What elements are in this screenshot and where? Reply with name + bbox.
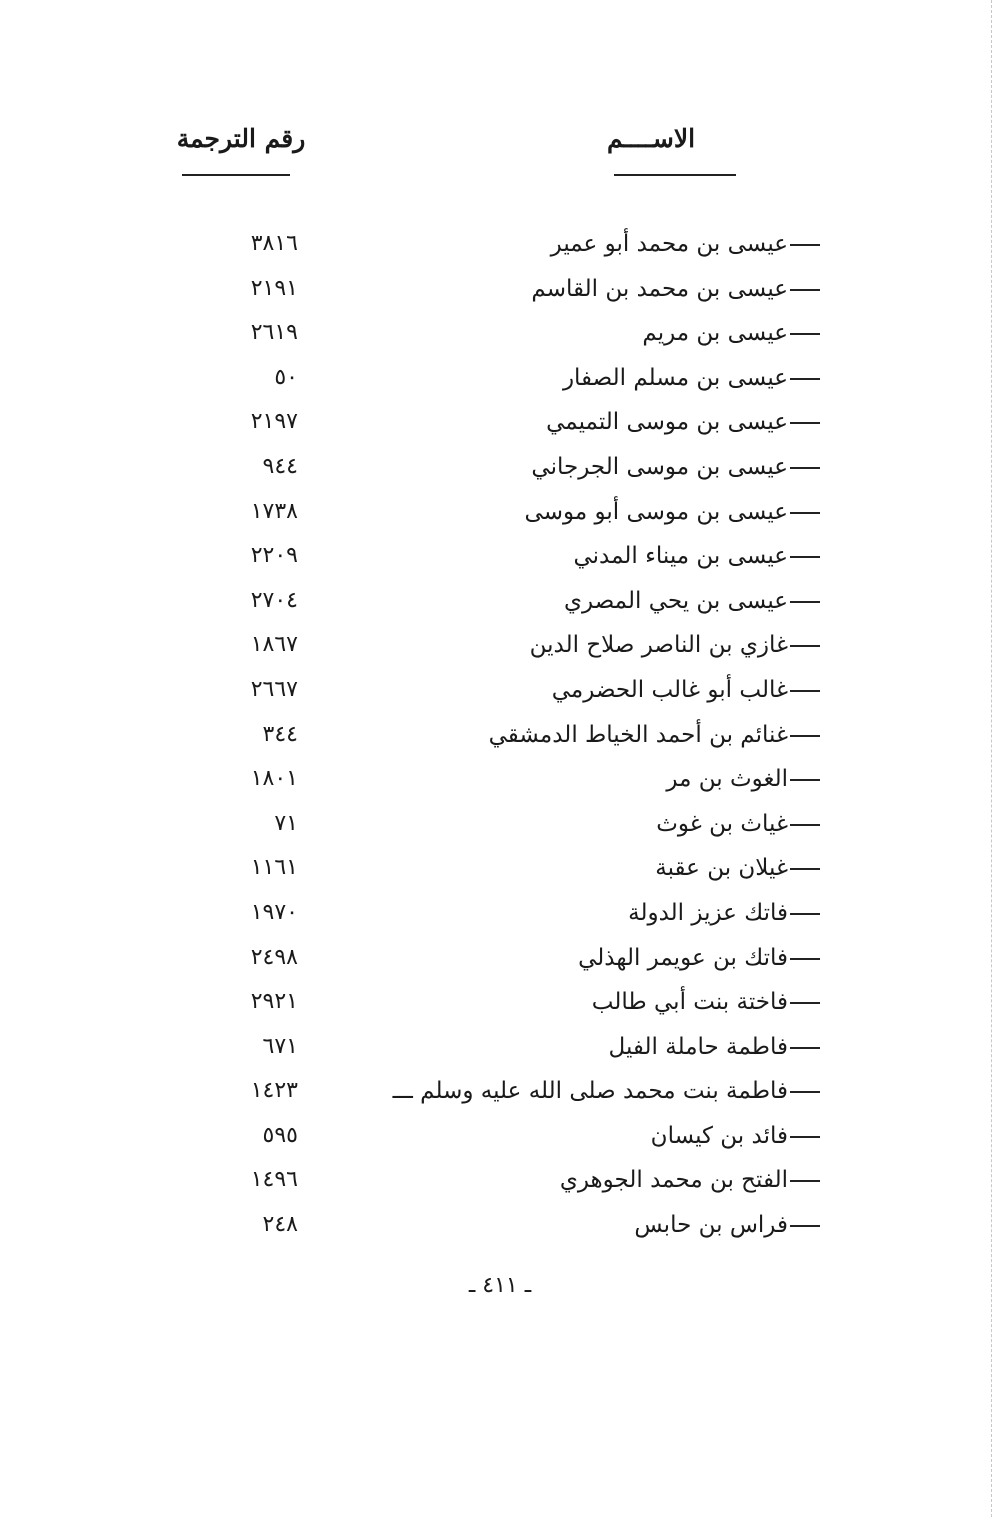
- entry-dash: [790, 1091, 820, 1093]
- entry-number: ٣٤٤: [262, 721, 298, 747]
- entry-name: عيسى بن موسى الجرجاني: [531, 453, 788, 480]
- index-entry: [0, 315, 1006, 360]
- index-entry: [0, 1029, 1006, 1074]
- index-entry: [0, 850, 1006, 895]
- entry-name: غيلان بن عقبة: [655, 855, 788, 882]
- entry-number: ٧١: [274, 810, 298, 836]
- index-entry: [0, 1118, 1006, 1163]
- entry-dash: [790, 512, 820, 514]
- entry-dash: [790, 824, 820, 826]
- entry-number: ٢١٩١: [250, 275, 298, 301]
- entry-name: غياث بن غوث: [656, 810, 788, 837]
- entry-number: ١٨٦٧: [250, 632, 298, 658]
- entry-dash: [790, 422, 820, 424]
- entry-dash: [790, 958, 820, 960]
- page-number: ـ ٤١١ ـ: [468, 1273, 532, 1298]
- entry-dash: [790, 1225, 820, 1227]
- entry-number: ٢٦١٩: [250, 320, 298, 346]
- index-entry: [0, 717, 1006, 762]
- entry-number: ٣٨١٦: [250, 231, 298, 256]
- entry-name: عيسى بن مسلم الصفار: [562, 364, 788, 391]
- entry-dash: [790, 378, 820, 380]
- name-header-underline: [614, 174, 736, 176]
- entry-dash: [790, 333, 820, 335]
- entry-dash: [790, 1047, 820, 1049]
- entry-dash: [790, 645, 820, 647]
- index-entry: [0, 360, 1006, 405]
- entry-name: فاطمة حاملة الفيل: [608, 1033, 788, 1060]
- entry-name: عيسى بن يحي المصري: [564, 587, 788, 614]
- entry-dash: [790, 913, 820, 915]
- entry-name: عيسى بن مريم: [642, 320, 788, 347]
- index-entry: [0, 538, 1006, 583]
- index-entry: [0, 271, 1006, 316]
- index-entry: [0, 895, 1006, 940]
- entry-name: غازي بن الناصر صلاح الدين: [529, 632, 788, 659]
- index-entry: [0, 627, 1006, 672]
- entry-number: ٢١٩٧: [250, 409, 298, 435]
- index-entry: [0, 404, 1006, 449]
- index-entry-list: [0, 226, 1006, 1252]
- entry-number: ٩٤٤: [262, 453, 298, 479]
- entry-name: عيسى بن موسى أبو موسى: [524, 498, 788, 525]
- entry-number: ١١٦١: [250, 855, 298, 881]
- entry-name: الغوث بن مر: [666, 766, 788, 793]
- entry-number: ١٤٩٦: [250, 1167, 298, 1193]
- index-entry: [0, 583, 1006, 628]
- entry-number: ٢٤٩٨: [250, 944, 298, 970]
- entry-name: غنائم بن أحمد الخياط الدمشقي: [488, 721, 788, 748]
- entry-name: فاتك عزيز الدولة: [628, 899, 788, 926]
- index-entry: [0, 1162, 1006, 1207]
- entry-name: عيسى بن موسى التميمي: [546, 409, 788, 436]
- name-column-header: الاســــم: [606, 124, 696, 153]
- index-entry: [0, 761, 1006, 806]
- entry-name: عيسى بن محمد بن القاسم: [531, 275, 788, 302]
- index-entry: [0, 940, 1006, 985]
- entry-name: الفتح بن محمد الجوهري: [559, 1167, 788, 1194]
- entry-number: ٢٤٨: [262, 1212, 298, 1238]
- index-entry: [0, 494, 1006, 539]
- entry-name: غالب أبو غالب الحضرمي: [551, 676, 788, 703]
- entry-number: ٥٩٥: [262, 1122, 298, 1148]
- index-entry: [0, 806, 1006, 851]
- entry-dash: [790, 690, 820, 692]
- entry-number: ٢٦٦٧: [250, 676, 298, 702]
- entry-dash: [790, 1136, 820, 1138]
- index-entry: [0, 449, 1006, 494]
- entry-number: ٢٧٠٤: [250, 587, 298, 613]
- entry-dash: [790, 467, 820, 469]
- entry-number: ١٧٣٨: [250, 498, 298, 524]
- entry-name: فراس بن حابس: [634, 1212, 788, 1239]
- entry-dash: [790, 289, 820, 291]
- index-entry: [0, 226, 1006, 271]
- entry-name: فائد بن كيسان: [650, 1122, 788, 1149]
- entry-dash: [790, 601, 820, 603]
- index-entry: [0, 984, 1006, 1029]
- entry-name: فاختة بنت أبي طالب: [591, 989, 788, 1016]
- number-header-underline: [182, 174, 290, 176]
- entry-dash: [790, 779, 820, 781]
- entry-name: عيسى بن ميناء المدني: [573, 543, 788, 570]
- index-entry: [0, 1207, 1006, 1252]
- entry-number: ٦٧١: [262, 1033, 298, 1059]
- entry-number: ٢٩٢١: [250, 989, 298, 1015]
- entry-name: فاطمة بنت محمد صلى الله عليه وسلم ـــ: [392, 1078, 788, 1105]
- entry-number: ١٨٠١: [250, 766, 298, 792]
- entry-number: ١٩٧٠: [250, 899, 298, 925]
- entry-dash: [790, 556, 820, 558]
- index-entry: [0, 1073, 1006, 1118]
- entry-dash: [790, 1002, 820, 1004]
- entry-dash: [790, 244, 820, 246]
- number-column-header: رقم الترجمة: [176, 124, 306, 153]
- entry-number: ٢٢٠٩: [250, 543, 298, 569]
- index-entry: [0, 672, 1006, 717]
- entry-name: فاتك بن عويمر الهذلي: [578, 944, 788, 971]
- entry-name: عيسى بن محمد أبو عمير: [550, 231, 788, 257]
- entry-dash: [790, 1180, 820, 1182]
- entry-dash: [790, 735, 820, 737]
- entry-number: ٥٠: [274, 364, 298, 390]
- entry-dash: [790, 868, 820, 870]
- entry-number: ١٤٢٣: [250, 1078, 298, 1104]
